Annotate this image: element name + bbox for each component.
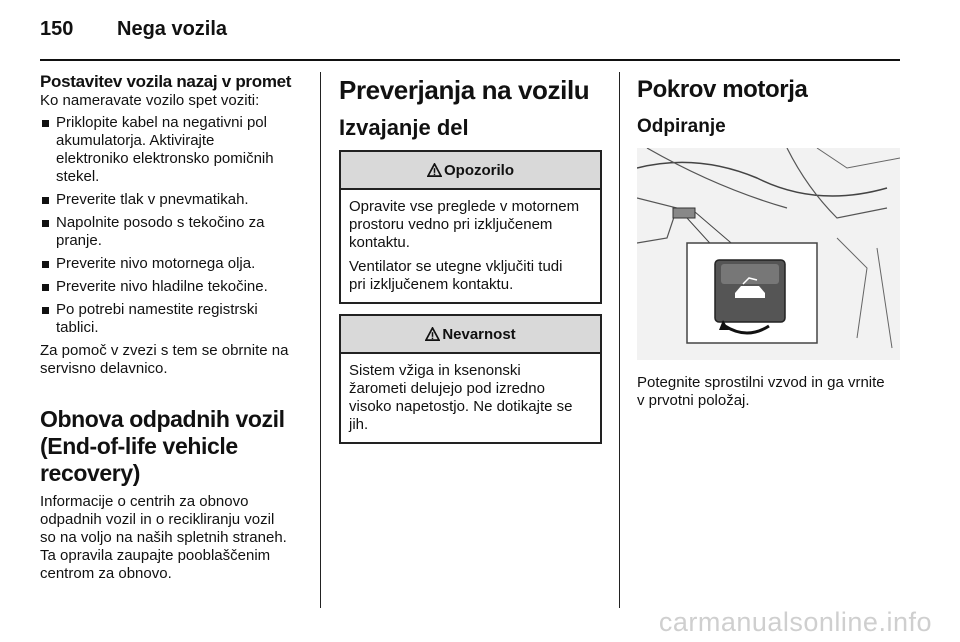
column-left	[40, 72, 308, 583]
section-heading-end-of-life: Obnova odpadnih vozil (End-of-life vehicle recovery)	[40, 406, 285, 486]
warning-box-header	[341, 152, 600, 190]
header-divider	[40, 59, 900, 61]
list-item: Po potrebi namestite registrski tablici.	[40, 301, 308, 337]
page-number: 150	[40, 18, 74, 40]
warning-triangle-icon	[425, 327, 440, 342]
checklist	[40, 114, 308, 337]
list-item: Preverite nivo motornega olja.	[40, 255, 308, 273]
warning-triangle-icon	[427, 163, 442, 178]
subheading-opening: Odpiranje	[637, 116, 726, 137]
page-title: Nega vozila	[117, 18, 228, 40]
danger-box	[339, 314, 602, 444]
column-divider	[320, 72, 321, 608]
intro-text: Ko nameravate vozilo spet voziti:	[40, 92, 260, 109]
list-item: Preverite tlak v pnevmatikah.	[40, 191, 308, 209]
danger-box-title: Nevarnost	[442, 325, 516, 343]
watermark: carmanualsonline.info	[658, 607, 932, 637]
column-right	[637, 72, 905, 410]
section-heading-bonnet: Pokrov motorja	[637, 76, 808, 103]
subheading-performing-work: Izvajanje del	[339, 115, 469, 140]
service-note: Za pomoč v zvezi s tem se obrnite na servisno delavnico.	[40, 342, 289, 377]
list-item: Preverite nivo hladilne tekočine.	[40, 278, 308, 296]
page-header	[40, 18, 900, 58]
danger-box-header	[341, 316, 600, 354]
column-divider	[619, 72, 620, 608]
warning-box-title: Opozorilo	[444, 161, 514, 179]
list-item: Napolnite posodo s tekočino za pranje.	[40, 214, 308, 250]
column-middle	[339, 72, 601, 444]
warning-paragraph: Ventilator se utegne vključiti tudi pri izključenem kontaktu.	[349, 258, 563, 293]
bonnet-caption: Potegnite sprostilni vzvod in ga vrnite v prvotni položaj.	[637, 374, 885, 409]
danger-paragraph: Sistem vžiga in ksenonski žarometi delujejo pod izredno visoko napetostjo. Ne dotikajte se jih.	[349, 362, 573, 433]
warning-box	[339, 150, 602, 304]
warning-paragraph: Opravite vse preglede v motornem prostoru vedno pri izključenem kontaktu.	[349, 198, 580, 251]
end-of-life-text: Informacije o centrih za obnovo odpadnih vozil in o recikliranju vozil so na voljo na naših spletnih straneh. Ta opravila zaupajte pooblaščenim centrom za obnovo.	[40, 493, 287, 582]
section-heading-vehicle-checks: Preverjanja na vozilu	[339, 75, 590, 105]
section-heading-return-to-service: Postavitev vozila nazaj v promet	[40, 72, 292, 91]
danger-box-body	[341, 354, 600, 442]
list-item: Priklopite kabel na negativni pol akumulatorja. Aktivirajte elektroniko elektronsko pomičnih stekel.	[40, 114, 308, 186]
bonnet-release-illustration	[637, 148, 900, 360]
warning-box-body	[341, 190, 600, 302]
